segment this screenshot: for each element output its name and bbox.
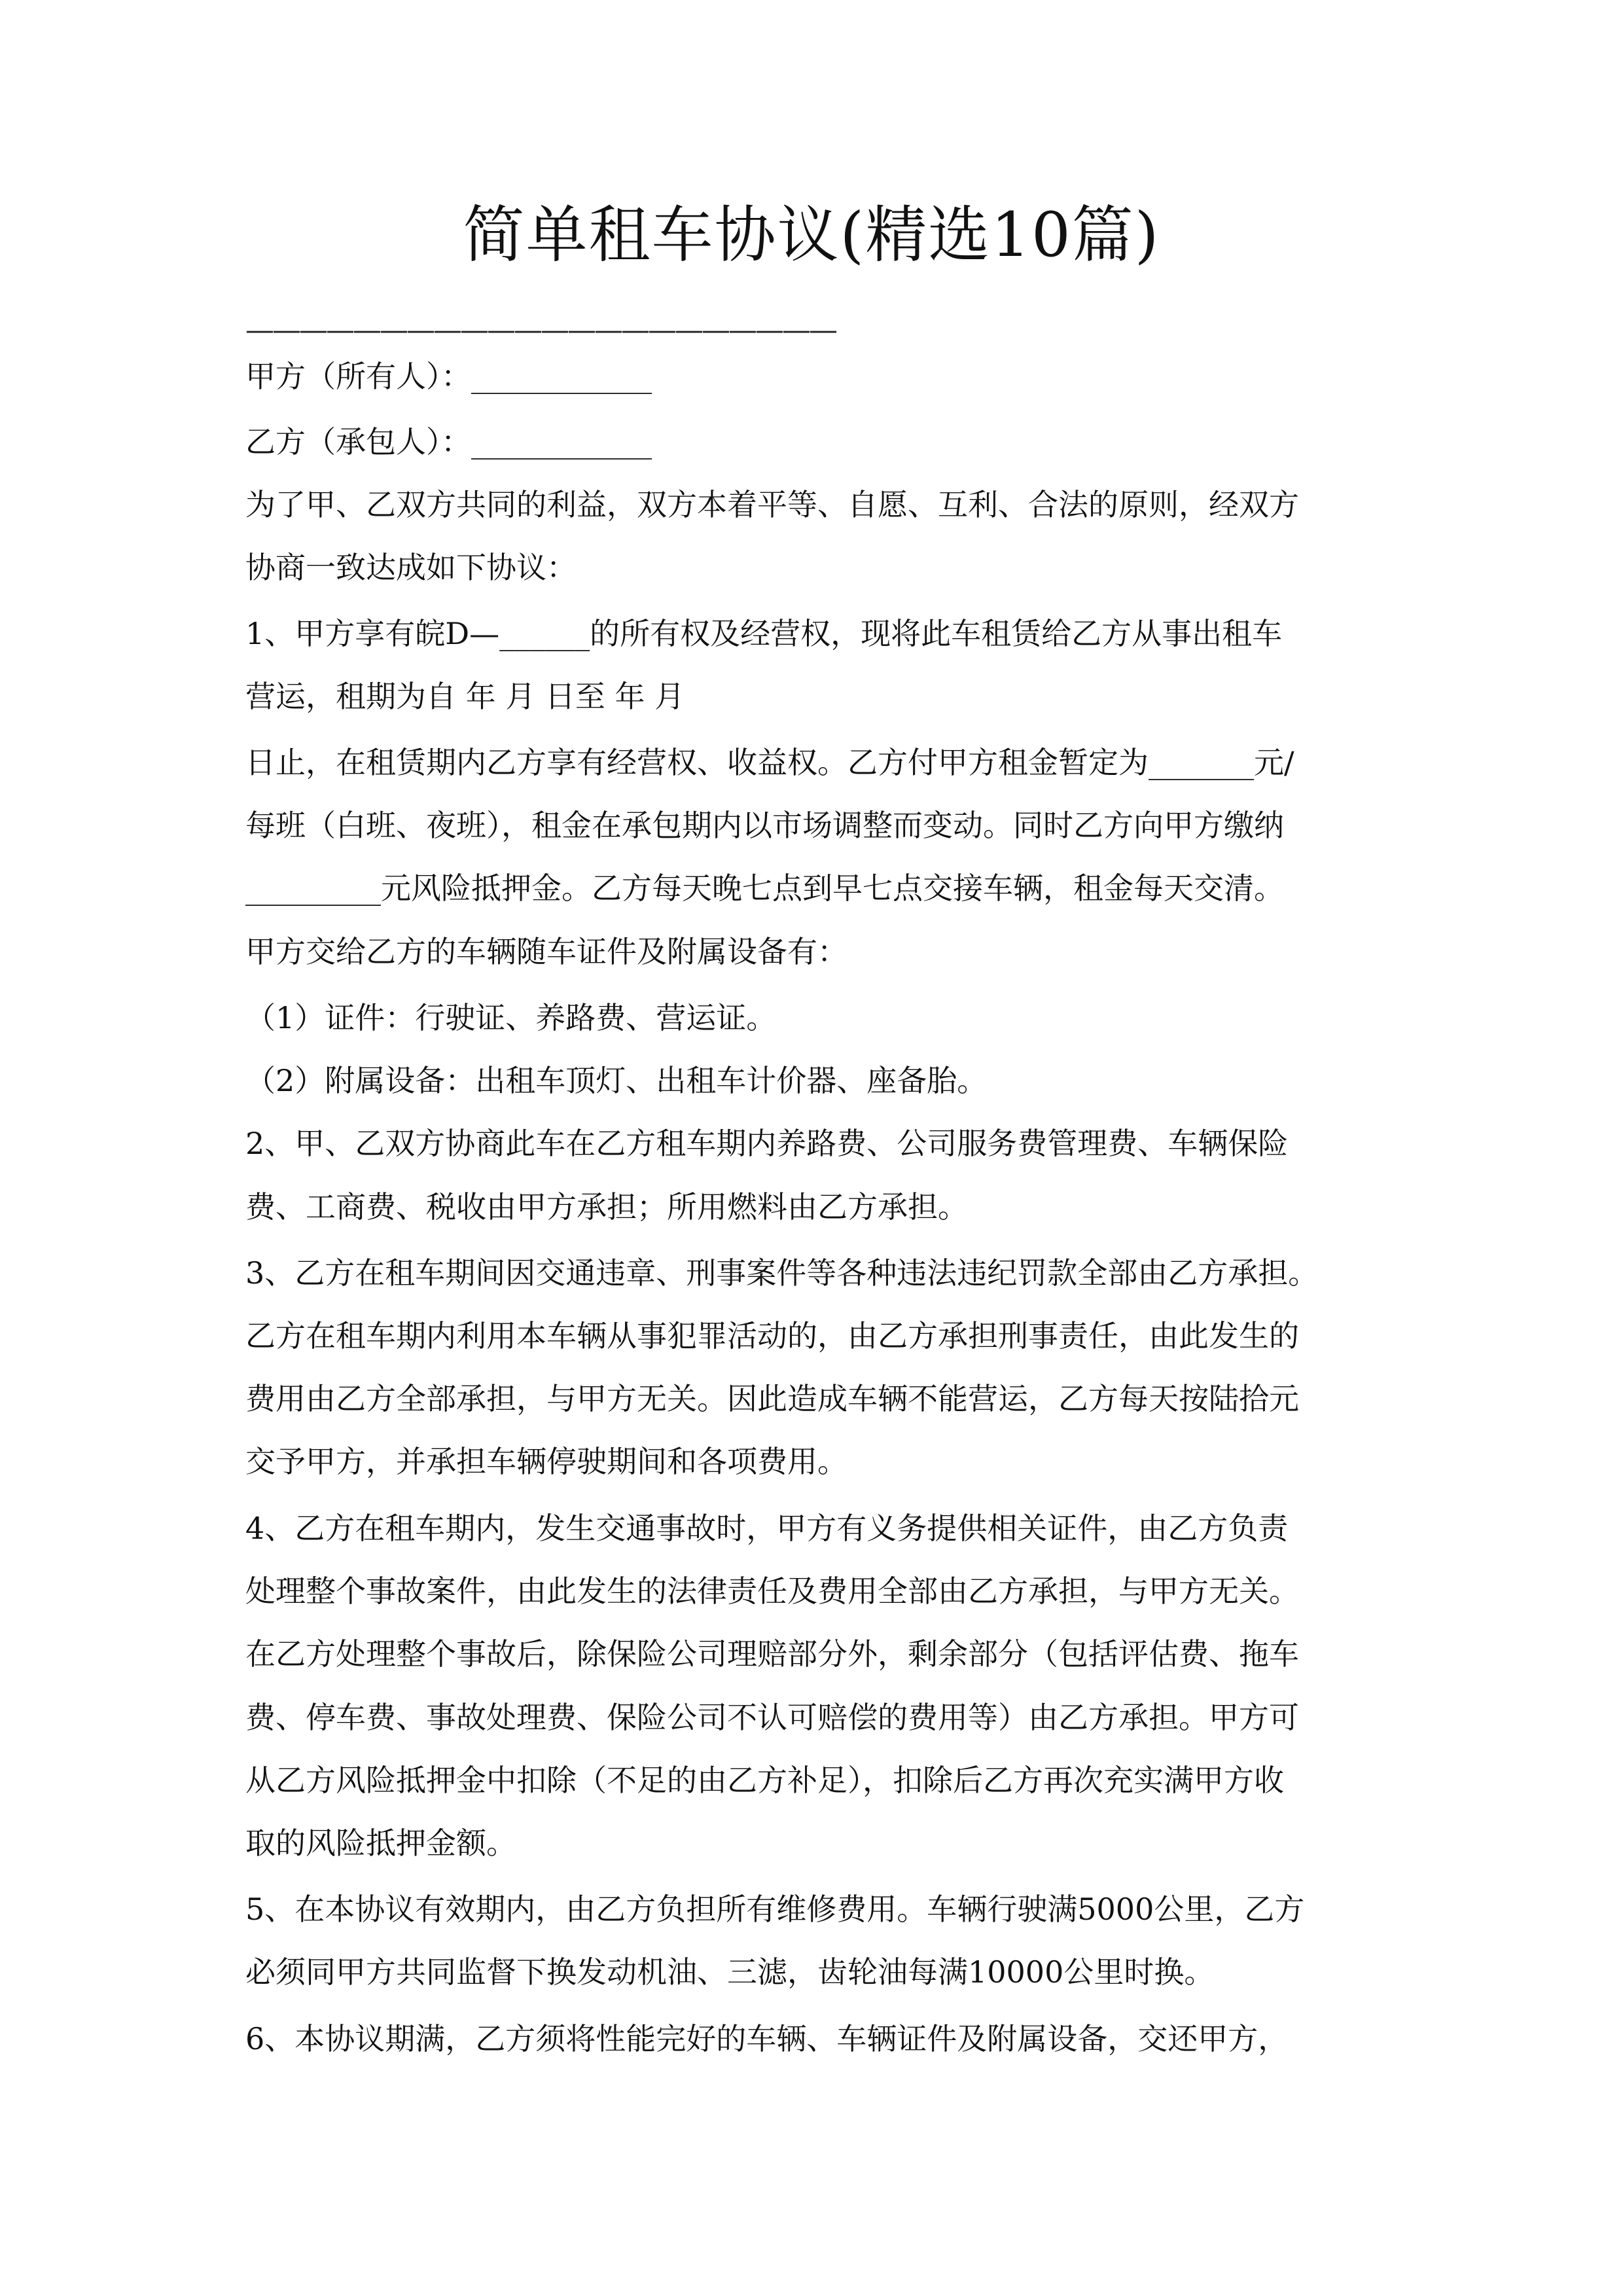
list-item-documents: （1）证件：行驶证、养路费、营运证。 [245, 1000, 777, 1035]
body-line: 费、停车费、事故处理费、保险公司不认可赔偿的费用等）由乙方承担。甲方可 [245, 1700, 1299, 1735]
clause-2-line: 2、甲、乙双方协商此车在乙方租车期内养路费、公司服务费管理费、车辆保险 [245, 1126, 1289, 1161]
body-line: 费用由乙方全部承担，与甲方无关。因此造成车辆不能营运，乙方每天按陆拾元 [245, 1381, 1299, 1416]
body-line: 甲方交给乙方的车辆随车证件及附属设备有： [245, 934, 847, 969]
body-line: 在乙方处理整个事故后，除保险公司理赔部分外，剩余部分（包括评估费、拖车 [245, 1636, 1299, 1672]
body-line: 营运，租期为自 年 月 日至 年 月 [245, 679, 685, 714]
list-item-equipment: （2）附属设备：出租车顶灯、出租车计价器、座备胎。 [245, 1063, 988, 1098]
body-line: 日止，在租赁期内乙方享有经营权、收益权。乙方付甲方租金暂定为_______元/ [245, 745, 1294, 780]
clause-5-line: 5、在本协议有效期内，由乙方负担所有维修费用。车辆行驶满5000公里，乙方 [245, 1892, 1305, 1927]
body-line: 处理整个事故案件，由此发生的法律责任及费用全部由乙方承担，与甲方无关。 [245, 1573, 1299, 1609]
title-underline: —————————————————————— [245, 314, 836, 347]
body-line: 取的风险抵押金额。 [245, 1825, 516, 1861]
clause-6-line: 6、本协议期满，乙方须将性能完好的车辆、车辆证件及附属设备，交还甲方， [245, 2021, 1289, 2056]
party-b-line: 乙方（承包人）：____________ [245, 424, 652, 459]
body-line: 费、工商费、税收由甲方承担；所用燃料由乙方承担。 [245, 1189, 968, 1225]
body-line: 协商一致达成如下协议： [245, 550, 577, 585]
body-line: 必须同甲方共同监督下换发动机油、三滤，齿轮油每满10000公里时换。 [245, 1954, 1215, 1990]
body-line: 交予甲方，并承担车辆停驶期间和各项费用。 [245, 1444, 847, 1479]
clause-3-line: 3、乙方在租车期间因交通违章、刑事案件等各种违法违纪罚款全部由乙方承担。 [245, 1255, 1319, 1291]
clause-1-line: 1、甲方享有皖D—______的所有权及经营权，现将此车租赁给乙方从事出租车 [245, 616, 1283, 651]
body-line: 每班（白班、夜班），租金在承包期内以市场调整而变动。同时乙方向甲方缴纳 [245, 808, 1284, 843]
party-a-line: 甲方（所有人）：____________ [245, 359, 652, 394]
body-line: _________元风险抵押金。乙方每天晚七点到早七点交接车辆，租金每天交清。 [245, 870, 1284, 906]
document-title: 简单租车协议(精选10篇) [463, 200, 1160, 271]
body-line: 乙方在租车期内利用本车辆从事犯罪活动的，由乙方承担刑事责任，由此发生的 [245, 1318, 1299, 1354]
body-line: 为了甲、乙双方共同的利益，双方本着平等、自愿、互利、合法的原则，经双方 [245, 487, 1299, 522]
clause-4-line: 4、乙方在租车期内，发生交通事故时，甲方有义务提供相关证件，由乙方负责 [245, 1511, 1289, 1546]
body-line: 从乙方风险抵押金中扣除（不足的由乙方补足），扣除后乙方再次充实满甲方收 [245, 1763, 1284, 1798]
